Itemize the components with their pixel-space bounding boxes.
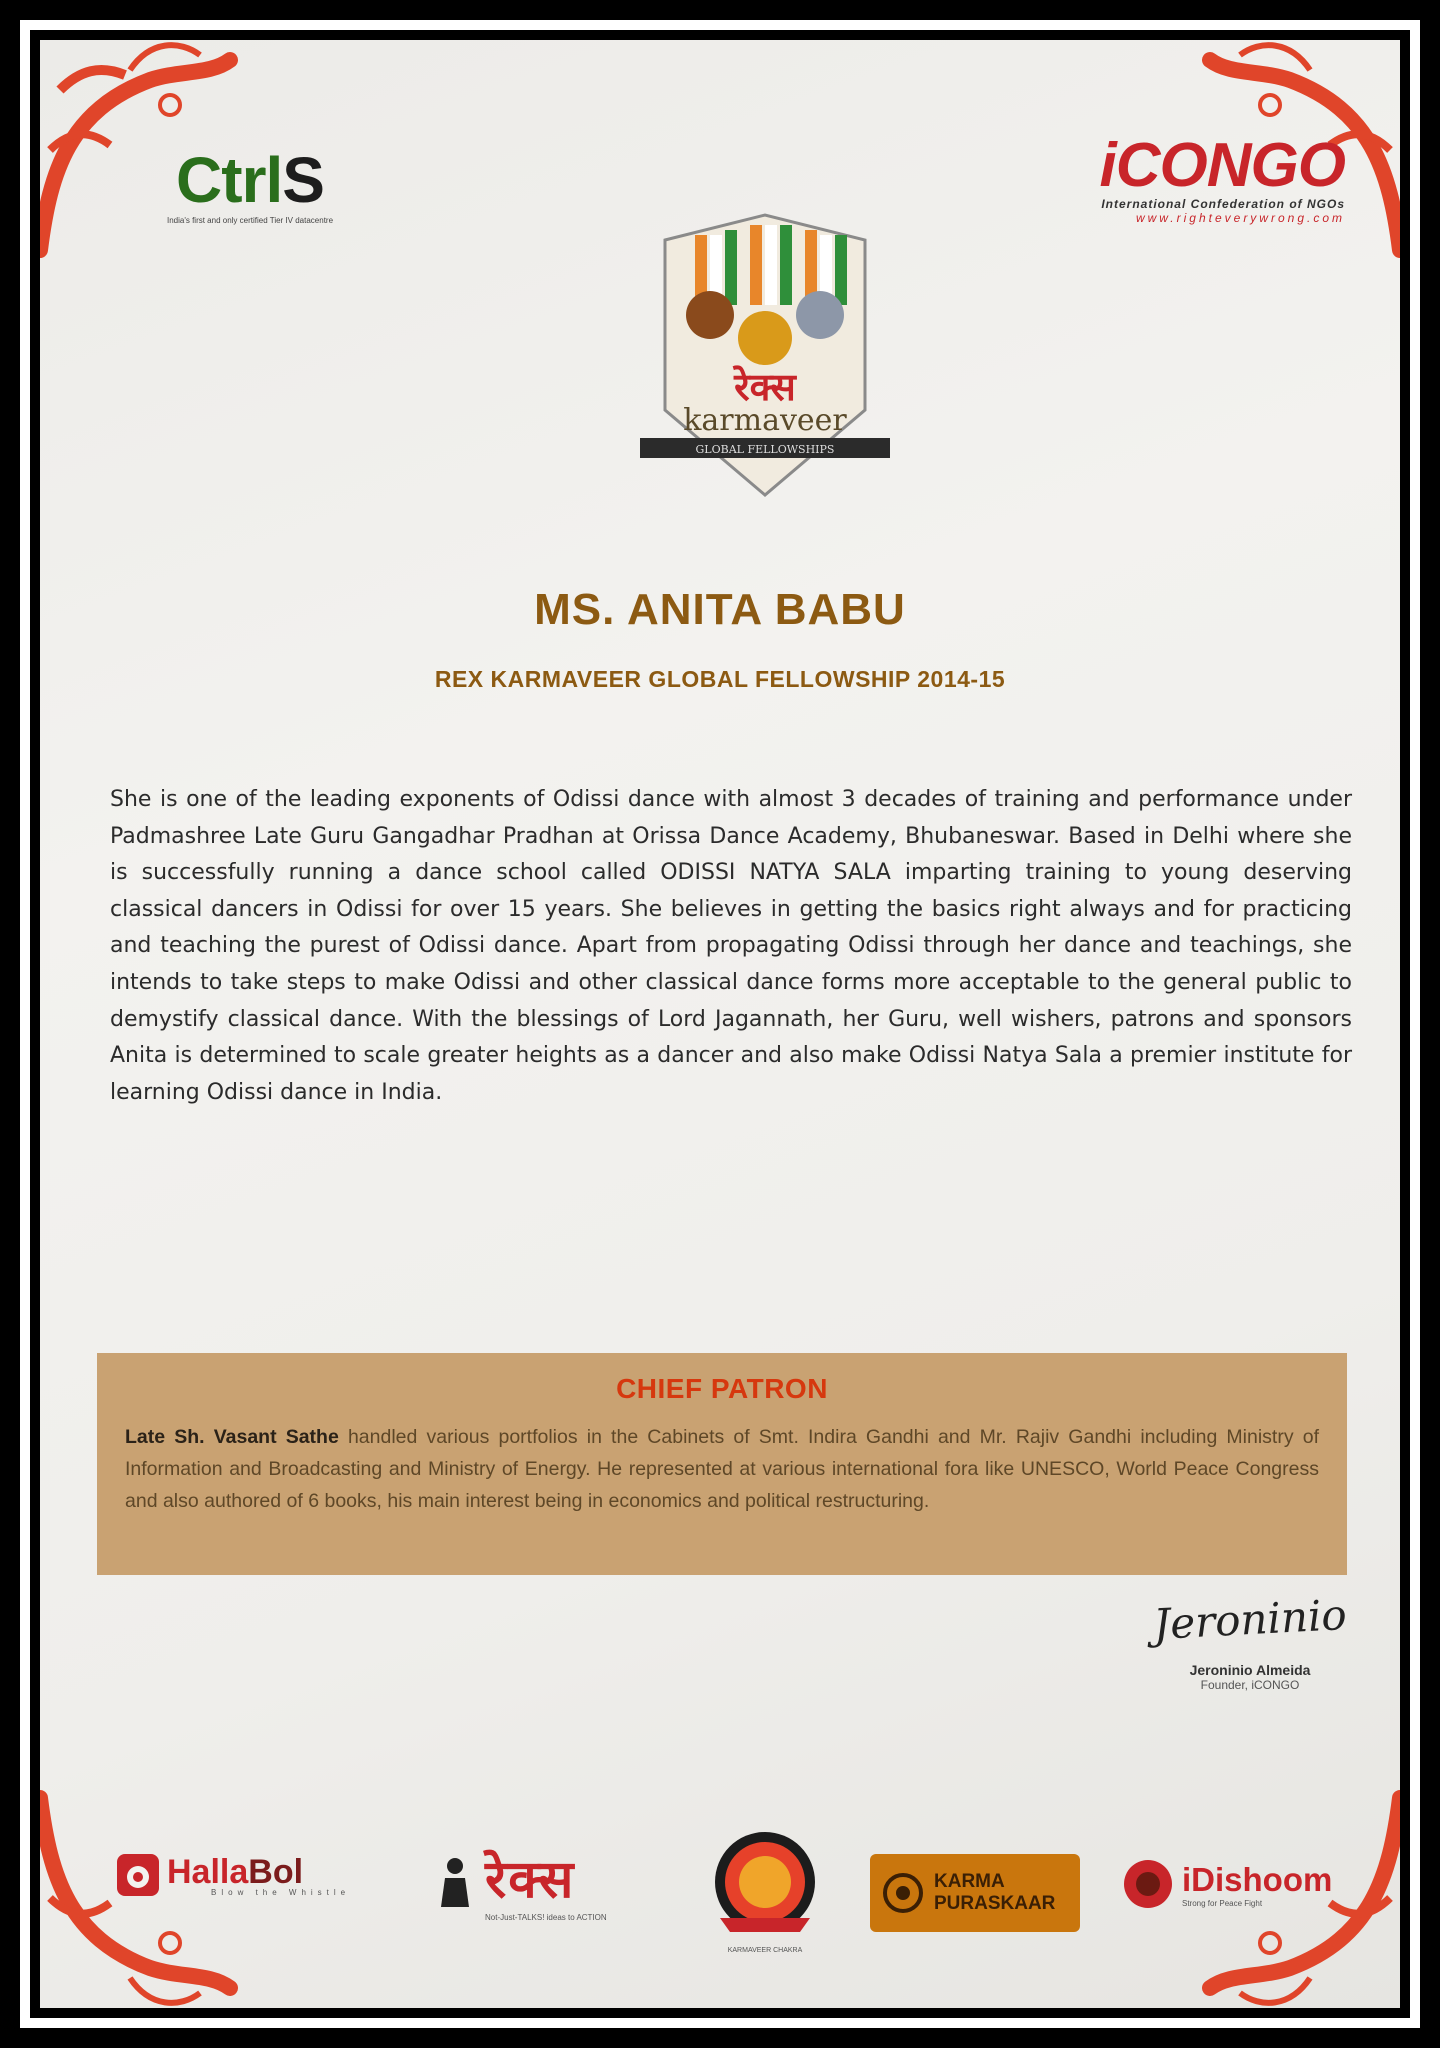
- badge-script: रेक्स: [734, 365, 796, 409]
- fellowship-title: REX KARMAVEER GLOBAL FELLOWSHIP 2014-15: [434, 666, 1006, 692]
- karmaveer-chakra-logo: [700, 1830, 830, 1954]
- chief-patron-box: [97, 1353, 1347, 1575]
- citation-text: She is one of the leading exponents of Odissi dance with almost 3 decades of training and performance under Padmashree Late Guru Gangadhar Pradhan at Orissa Dance Academy, Bhubaneswar. Based in Delhi where she is successfully running a dance school called ODISSI NATYA SALA imparting training to young deserving classical dancers in Odissi for over 15 years. She believes in getting the basics right always and for practicing and teaching the purest of Odissi dance. Apart from propagating Odissi through her dance and teachings, she intends to take steps to make Odissi and other classical dance forms more acceptable to the general public to demystify classical dance. With the blessings of Lord Jagannath, her Guru, well wishers, patrons and sponsors Anita is determined to scale greater heights as a dancer and also make Odissi Natya Sala a premier institute for learning Odissi dance in India.: [110, 787, 1352, 1105]
- certificate-paper: [40, 40, 1400, 2008]
- fist-icon: [1120, 1856, 1176, 1912]
- ctrls-tagline: India's first and only certified Tier IV datacentre: [166, 216, 334, 225]
- ctrls-logo: [150, 144, 350, 225]
- laurel-icon: [882, 1872, 924, 1914]
- chief-patron-heading: CHIEF PATRON: [616, 1373, 828, 1404]
- ctrls-logo-word-s: S: [282, 144, 324, 216]
- awardee-name: MS. ANITA BABU: [534, 585, 906, 634]
- rex-tagline: Not-Just-TALKS! ideas to ACTION: [485, 1913, 607, 1922]
- signatory-role: Founder, iCONGO: [1200, 1678, 1300, 1692]
- thinker-icon: [425, 1852, 485, 1912]
- karma-line2: PURASKAAR: [934, 1893, 1056, 1914]
- rex-word: रेक्स: [485, 1851, 576, 1909]
- icongo-logo: [1005, 131, 1345, 225]
- chief-patron-name: Late Sh. Vasant Sathe: [125, 1426, 339, 1448]
- hallabol-word-b: Bol: [248, 1853, 304, 1891]
- karma-line1: KARMA: [934, 1871, 1005, 1892]
- icongo-subtitle: International Confederation of NGOs: [1101, 197, 1345, 211]
- icongo-logo-word: iCONGO: [1099, 131, 1345, 200]
- chakra-emblem-icon: [700, 1830, 830, 1950]
- chief-patron-text: [125, 1421, 1319, 1517]
- hallabol-logo: [115, 1852, 350, 1898]
- signature-block: [1140, 1589, 1360, 1692]
- chief-patron-description: handled various portfolios in the Cabinets of Smt. Indira Gandhi and Mr. Rajiv Gandhi including Ministry of Information and Broadcasting and Ministry of Energy. He represented at various international fora like UNESCO, World Peace Congress and also authored of 6 books, his main interest being in economics and political restructuring.: [125, 1426, 1319, 1512]
- icongo-url: www.righteverywrong.com: [1135, 211, 1345, 225]
- signature-image: Jeroninio: [1152, 1589, 1348, 1650]
- rex-karmaveer-badge-icon: [640, 210, 890, 500]
- hallabol-tagline: Blow the Whistle: [211, 1888, 351, 1897]
- hallabol-word-a: Halla: [167, 1853, 249, 1891]
- idishoom-tagline: Strong for Peace Fight: [1182, 1898, 1263, 1908]
- sponsor-logos: [40, 1830, 1400, 1954]
- whistle-icon: [115, 1852, 161, 1898]
- karma-puraskaar-logo: [870, 1854, 1080, 1932]
- badge-word: karmaveer: [683, 403, 847, 438]
- idishoom-word: iDishoom: [1182, 1860, 1333, 1898]
- rex-logo: [425, 1842, 607, 1922]
- chakra-tagline: KARMAVEER CHAKRA: [727, 1947, 803, 1954]
- badge-ribbon: GLOBAL FELLOWSHIPS: [695, 443, 835, 456]
- ctrls-logo-word: Ctrl: [176, 144, 283, 216]
- idishoom-logo: [1120, 1856, 1332, 1912]
- signatory-name: Jeroninio Almeida: [1189, 1662, 1311, 1678]
